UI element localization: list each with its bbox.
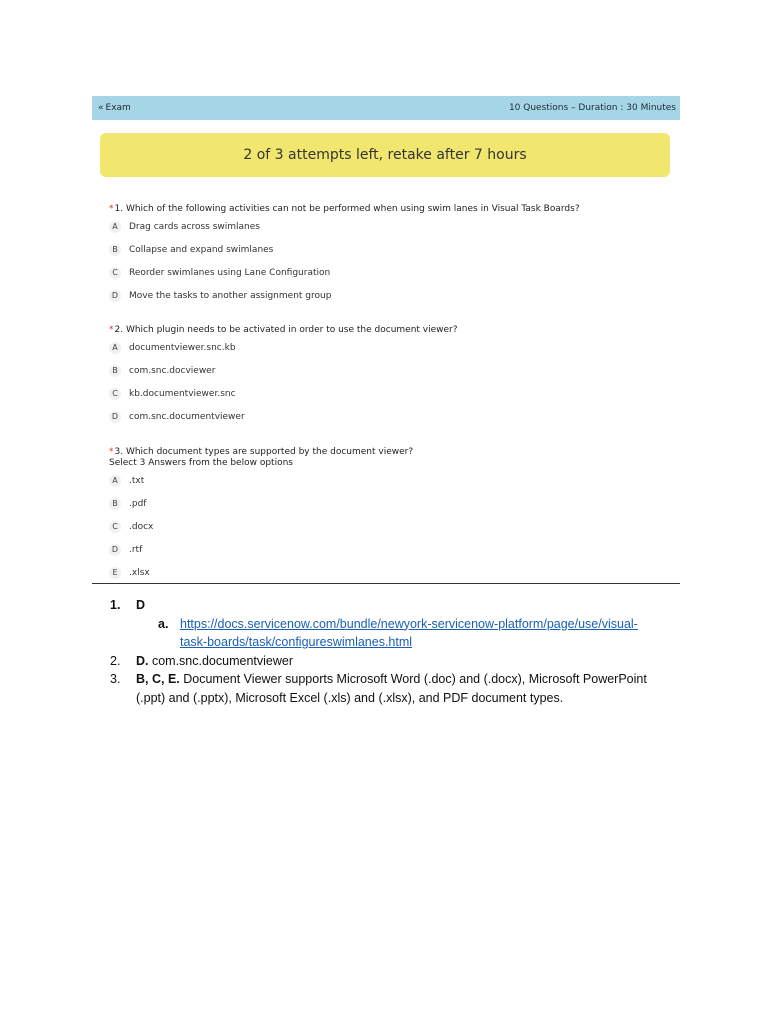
option-letter: A xyxy=(109,342,121,354)
question-text: *1. Which of the following activities can not be performed when using swim lanes in Visual Task Boards? xyxy=(109,204,580,214)
answer-2 xyxy=(110,652,670,671)
option-letter: C xyxy=(109,521,121,533)
exam-meta: 10 Questions – Duration : 30 Minutes xyxy=(508,103,676,113)
option-letter: A xyxy=(109,221,121,233)
option-b[interactable]: B .pdf xyxy=(109,492,669,515)
option-a[interactable]: A Drag cards across swimlanes xyxy=(109,215,669,238)
option-letter: E xyxy=(109,567,121,579)
answer-1-reference xyxy=(110,615,670,652)
answer-number: 3. xyxy=(110,672,121,686)
answer-choice: D xyxy=(136,598,146,612)
option-letter: A xyxy=(109,475,121,487)
required-marker: * xyxy=(109,447,114,457)
divider xyxy=(92,583,680,584)
option-b[interactable]: B com.snc.docviewer xyxy=(109,359,669,382)
reference-marker: a. xyxy=(158,616,169,631)
option-letter: C xyxy=(109,267,121,279)
option-letter: D xyxy=(109,411,121,423)
option-d[interactable]: D .rtf xyxy=(109,538,669,561)
answer-choice: B, C, E. xyxy=(136,672,180,686)
exam-header xyxy=(92,96,680,120)
option-letter: B xyxy=(109,498,121,510)
option-c[interactable]: C kb.documentviewer.snc xyxy=(109,382,669,405)
option-c[interactable]: C Reorder swimlanes using Lane Configuration xyxy=(109,261,669,284)
question-text: *2. Which plugin needs to be activated in order to use the document viewer? xyxy=(109,325,458,335)
option-c[interactable]: C .docx xyxy=(109,515,669,538)
answer-text: com.snc.documentviewer xyxy=(148,653,294,668)
required-marker: * xyxy=(109,204,114,214)
option-a[interactable]: A documentviewer.snc.kb xyxy=(109,336,669,359)
option-letter: C xyxy=(109,388,121,400)
exam-screenshot xyxy=(92,96,680,582)
answer-3 xyxy=(110,670,670,707)
answer-choice: D. xyxy=(136,653,149,668)
option-b[interactable]: B Collapse and expand swimlanes xyxy=(109,238,669,261)
option-d[interactable]: D com.snc.documentviewer xyxy=(109,405,669,428)
answer-number: 2. xyxy=(110,653,121,668)
answer-text: Document Viewer supports Microsoft Word (.doc) and (.docx), Microsoft PowerPoint (.ppt) and (.pptx), Microsoft Excel (.xls) and (.xlsx), and PDF document types. xyxy=(136,672,647,705)
option-letter: D xyxy=(109,544,121,556)
answer-number: 1. xyxy=(110,598,121,612)
option-e[interactable]: E .xlsx xyxy=(109,561,669,582)
option-letter: B xyxy=(109,365,121,377)
attempts-text: 2 of 3 attempts left, retake after 7 hours xyxy=(243,147,527,163)
option-letter: D xyxy=(109,290,121,302)
back-to-exam-link[interactable] xyxy=(98,103,131,113)
question-instructions: Select 3 Answers from the below options xyxy=(109,458,293,468)
question-1 xyxy=(109,204,669,307)
option-d[interactable]: D Move the tasks to another assignment group xyxy=(109,284,669,307)
required-marker: * xyxy=(109,325,114,335)
question-3 xyxy=(109,447,669,582)
option-letter: B xyxy=(109,244,121,256)
double-chevron-left-icon: « xyxy=(98,103,104,113)
attempts-banner xyxy=(100,133,670,177)
question-text: *3. Which document types are supported by the document viewer? xyxy=(109,447,414,457)
answer-key xyxy=(110,596,670,707)
back-label: Exam xyxy=(105,103,131,113)
answer-1 xyxy=(110,596,670,615)
option-a[interactable]: A .txt xyxy=(109,469,669,492)
reference-link[interactable]: https://docs.servicenow.com/bundle/newyork-servicenow-platform/page/use/visual- task-boards/task/configureswimlanes.html xyxy=(180,616,638,649)
question-2 xyxy=(109,325,669,428)
